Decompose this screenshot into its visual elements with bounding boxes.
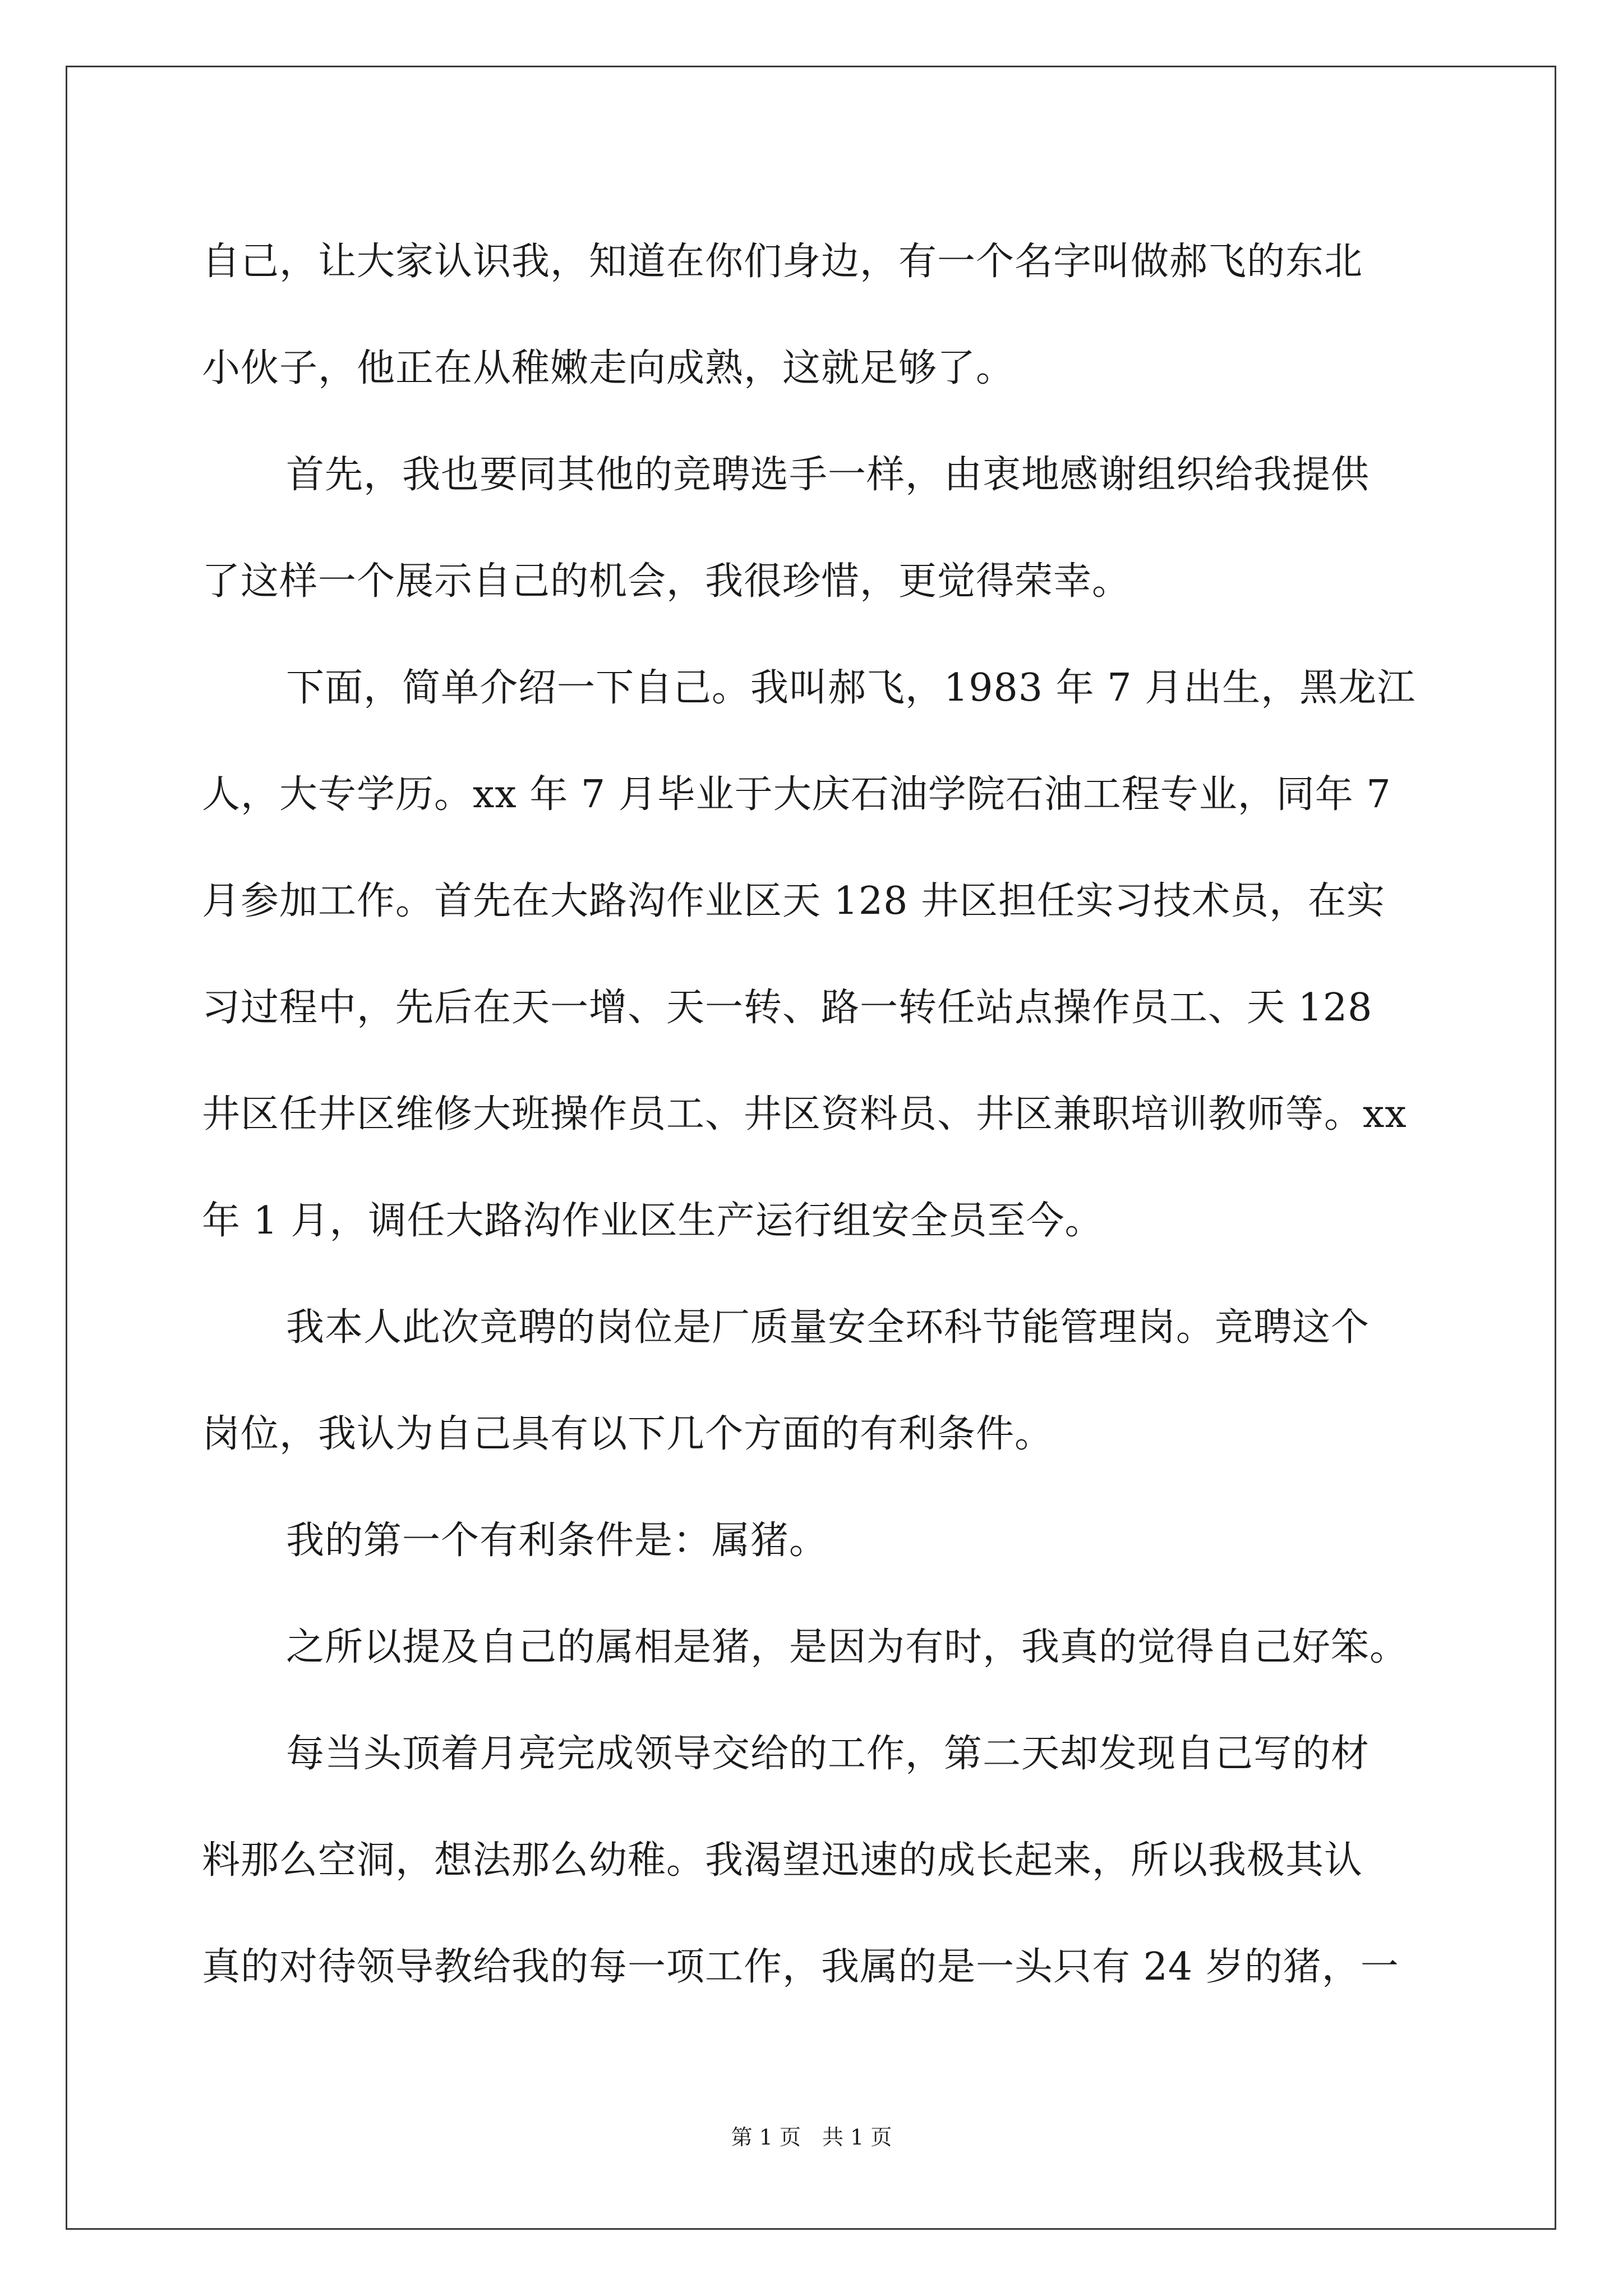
text-line: 月参加工作。首先在大路沟作业区天 128 井区担任实习技术员，在实 (202, 879, 1386, 923)
text-line: 小伙子，他正在从稚嫩走向成熟，这就足够了。 (202, 346, 1015, 390)
text-line: 我本人此次竞聘的岗位是厂质量安全环科节能管理岗。竞聘这个 (286, 1305, 1370, 1350)
text-line: 之所以提及自己的属相是猪，是因为有时，我真的觉得自己好笨。 (286, 1625, 1409, 1669)
text-line: 首先，我也要同其他的竞聘选手一样，由衷地感谢组织给我提供 (286, 453, 1370, 497)
text-line: 井区任井区维修大班操作员工、井区资料员、井区兼职培训教师等。xx (202, 1092, 1407, 1137)
text-line: 人，大专学历。xx 年 7 月毕业于大庆石油学院石油工程专业，同年 7 (202, 772, 1391, 817)
text-line: 习过程中，先后在天一增、天一转、路一转任站点操作员工、天 128 (202, 986, 1373, 1030)
text-line: 每当头顶着月亮完成领导交给的工作，第二天却发现自己写的材 (286, 1732, 1370, 1776)
document-body (202, 209, 1436, 2021)
text-line: 年 1 月，调任大路沟作业区生产运行组安全员至今。 (202, 1199, 1104, 1243)
text-line: 料那么空洞，想法那么幼稚。我渴望迅速的成长起来，所以我极其认 (202, 1838, 1363, 1883)
text-line: 岗位，我认为自己具有以下几个方面的有利条件。 (202, 1412, 1054, 1456)
text-line: 自己，让大家认识我，知道在你们身边，有一个名字叫做郝飞的东北 (202, 240, 1363, 284)
page-number-footer: 第 1 页 共 1 页 (731, 2125, 892, 2150)
text-line: 真的对待领导教给我的每一项工作，我属的是一头只有 24 岁的猪，一 (202, 1945, 1399, 1989)
text-line: 下面，简单介绍一下自己。我叫郝飞，1983 年 7 月出生，黑龙江 (286, 666, 1416, 710)
text-line: 了这样一个展示自己的机会，我很珍惜，更觉得荣幸。 (202, 559, 1131, 604)
text-line: 我的第一个有利条件是：属猪。 (286, 1519, 828, 1563)
